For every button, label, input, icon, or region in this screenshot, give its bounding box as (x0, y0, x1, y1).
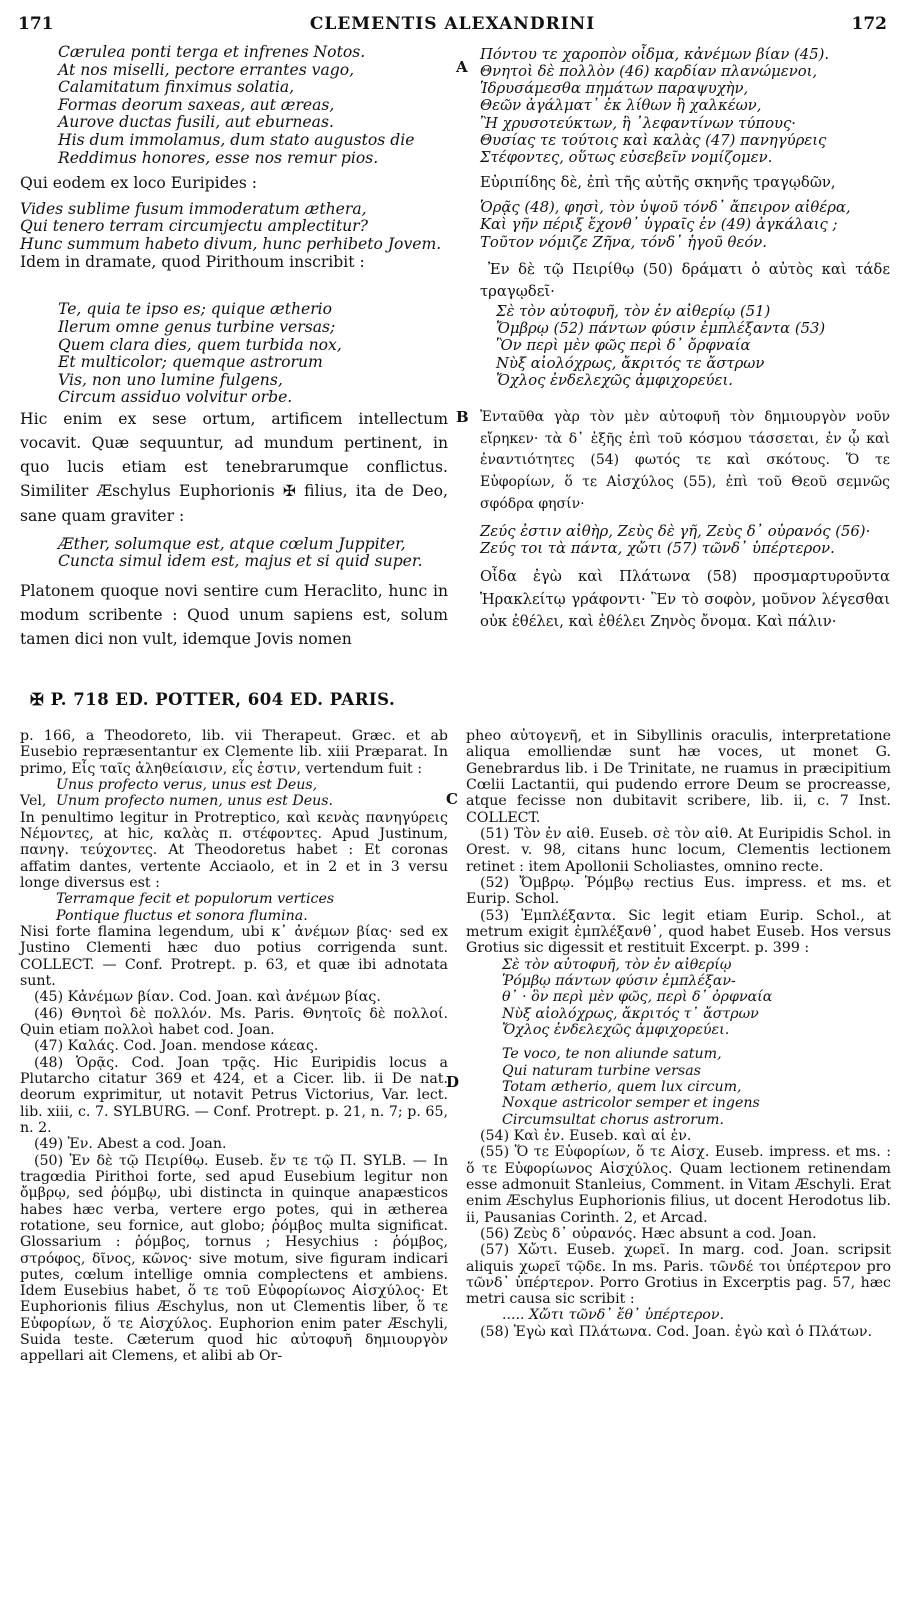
verse-line: Ἢ χρυσοτεύκτων, ἢ ᾽λεφαντίνων τύπους· (480, 114, 796, 132)
notes-column-left (20, 728, 448, 1365)
note-45: (45) Κἀνέμων βίαν. Cod. Joan. καὶ ἀνέμων βίας. (34, 989, 381, 1006)
margin-letter-b: B (456, 408, 469, 426)
page-number-right: 172 (851, 14, 887, 34)
verse-line: Ζεύς τοι τὰ πάντα, χὤτι (57) τῶνδ᾽ ὑπέρτερον. (480, 540, 835, 558)
prose-paragraph: Hic enim ex sese ortum, artificem intellectum vocavit. Quæ sequuntur, ad mundum pertinent, in quo lucis etiam est tenebrarumque conflictus. Similiter Æschylus Euphorionis ✠ filius, ita de Deo, sane quam graviter : (20, 409, 448, 525)
note-56: (56) Ζεὺς δ᾽ οὐρανός. Hæc absunt a cod. Joan. (480, 1225, 817, 1242)
vel-label: Vel, (20, 793, 47, 810)
note-55: (55) Ὅ τε Εὐφορίων, ὅ τε Αἰσχ. Euseb. impress. et ms. : ὅ τε Εὐφορίωνος Αἰσχύλος. Quam lectionem retinendam esse admonuit Stanleius, Comment. in Vitam Æschyli. Erat enim Æschylus Euphorionis filius, ut docent Herodotus lib. ii, Pausanias Corinth. 2, et Arcad. (466, 1144, 891, 1226)
verse-line: Πόντου τε χαροπὸν οἶδμα, κἀνέμων βίαν (45). (480, 46, 830, 63)
note-paragraph: In penultimo legitur in Protreptico, καὶ κενὰς πανηγύρεις Νέμοντες, at hic, καλὰς π. στέφοντες. Apud Justinum, πανηγ. τεύχοντες. At Theodoretus habet : Et coronas affatim dantes, vertente Acciaolo, et in 2 et in 3 versu longe diversus est : (20, 809, 448, 891)
margin-letter-c: C (446, 790, 458, 808)
verse-line: Vis, non uno lumine fulgens, (58, 370, 283, 389)
margin-letter-a: A (456, 58, 468, 76)
verse-line: Νὺξ αἰολόχρως, ἄκριτός τ᾽ ἄστρων (502, 1005, 759, 1022)
verse-line: Ὄμβρῳ (52) πάντων φύσιν ἐμπλέξαντα (53) (496, 320, 826, 338)
verse-line: ..... Χὤτι τῶνδ᾽ ἔθ᾽ ὑπέρτερον. (502, 1307, 724, 1324)
verse-line (20, 793, 448, 809)
verse-line: Cærulea ponti terga et infrenes Notos. (58, 43, 366, 61)
note-50: (50) Ἐν δὲ τῷ Πειρίθῳ. Euseb. ἔν τε τῷ Π. SYLB. — In tragœdia Pirithoi forte, sed apud Eusebium legitur non ὄμβρῳ, sed ῥόμβῳ, ubi distincta in quinque anapæsticos habes hæc verba, vertere ergo potes, qui in ætherea rotatione, seu fornice, aut globo; ῥόμβος multa significat. Glossarium : ῥόμβος, tornus ; Hesychius : ῥόμβος, στρόφος, δῖνος, κῶνος· sive motum, sive figuram indicari putes, cœlum intellige omnia complectens et ambiens. Idem Eusebius habet, ὅ τε τοῦ Εὐφορίωνος Αἰσχύλος· Et Euphorionis filius Æschylus, non ut Clementis liber, ὅ τε Εὐφορίων, ὅ τε Αἰσχύλος. Euphorion enim pater Æschyli, Suida teste. Cæterum quod hic αὐτοφυῆ δημιουργὸν appellari ait Clemens, et alibi ab Or- (20, 1152, 448, 1365)
prose-paragraph: Qui eodem ex loco Euripides : (20, 174, 258, 193)
prose-paragraph: Ἐν δὲ τῷ Πειρίθῳ (50) δράματι ὁ αὐτὸς καὶ τάδε τραγῳδεῖ· (480, 260, 890, 300)
verse-line: Θνητοὶ δὲ πολλὸν (46) καρδίαν πλανώμενοι, (480, 63, 818, 81)
verse-line: Θεῶν ἀγάλματ᾽ ἐκ λίθων ἢ χαλκέων, (480, 97, 762, 115)
verse-line: Circumsultat chorus astrorum. (502, 1111, 725, 1128)
verse-line: Te voco, te non aliunde satum, (502, 1046, 722, 1063)
note-57: (57) Χὤτι. Euseb. χωρεῖ. In marg. cod. Joan. scripsit aliquis χωρεῖ τῷδε. In ms. Paris. τῶνδέ τοι ὑπέρτερον pro τῶνδ᾽ ὑπέρτερον. Porro Grotius in Excerptis pag. 57, hæc metri causa sic scribit : (466, 1242, 891, 1308)
verse-line: Qui tenero terram circumjectu amplectitur? (20, 217, 368, 236)
verse-line: At nos miselli, pectore errantes vago, (58, 60, 355, 79)
verse-line: Quem clara dies, quem turbida nox, (58, 335, 342, 354)
edition-signature: ✠ P. 718 ED. POTTER, 604 ED. PARIS. (30, 690, 396, 709)
verse-line: Reddimus honores, esse nos remur pios. (58, 148, 379, 167)
note-53: (53) Ἐμπλέξαντα. Sic legit etiam Eurip. Schol., at metrum exigit ἐμπλέξανθ᾽, quod habet Euseb. Hos versus Grotius sic digessit et restituit Excerpt. p. 399 : (466, 907, 891, 957)
note-paragraph: p. 166, a Theodoreto, lib. vii Therapeut. Græc. et ab Eusebio repræsentantur ex Clemente lib. xiii Præparat. In primo, Εἷς ταῖς ἀληθείαισιν, εἷς ἐστιν, vertendum fuit : (20, 728, 448, 777)
note-58: (58) Ἐγὼ καὶ Πλάτωνα. Cod. Joan. ἐγὼ καὶ ὁ Πλάτων. (480, 1323, 872, 1340)
note-52: (52) Ὄμβρῳ. Ῥόμβῳ rectius Eus. impress. et ms. et Eurip. Schol. (466, 874, 891, 908)
verse-line: Unus profecto verus, unus est Deus, (56, 776, 318, 793)
note-51: (51) Τὸν ἐν αἰθ. Euseb. σὲ τὸν αἰθ. At Euripidis Schol. in Orest. v. 98, citans hunc locum, Clementis lectionem retinet : item Apollonii Scholiastes, omnino recte. (466, 825, 891, 875)
verse-line: Θυσίας τε τούτοις καὶ καλὰς (47) πανηγύρεις (480, 131, 827, 149)
verse-line: Totam ætherio, quem lux circum, (502, 1078, 742, 1095)
verse-line: Te, quia te ipso es; quique ætherio (58, 300, 333, 319)
verse-line: Σὲ τὸν αὐτοφυῆ, τὸν ἐν αἰθερίῳ (502, 956, 732, 973)
verse-line: Vides sublime fusum immoderatum æthera, (20, 199, 367, 218)
verse-line: Hunc summum habeto divum, hunc perhibeto Jovem. (20, 235, 442, 254)
note-paragraph: Nisi forte flamina legendum, ubi κ᾽ ἀνέμων βίας· sed ex Justino Clementi hæc duo potius corrigenda sunt. COLLECT. — Conf. Protrept. p. 63, et quæ ibi adnotata sunt. (20, 923, 448, 989)
verse-text: Unum profecto numen, unus est Deus. (56, 793, 334, 810)
note-49: (49) Ἐν. Abest a cod. Joan. (34, 1136, 227, 1153)
running-title: CLEMENTIS ALEXANDRINI (309, 14, 596, 34)
verse-line: Ὃν περὶ μὲν φῶς περὶ δ᾽ ὄρφναία (496, 337, 751, 355)
running-header (18, 14, 887, 40)
verse-line: Ὁρᾷς (48), φησὶ, τὸν ὑψοῦ τόνδ᾽ ἄπειρον αἰθέρα, (480, 199, 851, 217)
note-paragraph: pheo αὐτογενῆ, et in Sibyllinis oraculis, interpretatione aliqua emolliendæ sunt hæ voces, ut monet G. Genebrardus lib. i De Trinitate, ne ruamus in præcipitium Cœlii Lactantii, qui pudendo errore Deum se procreasse, atque fecisse non dubitavit scribere, lib. ii, c. 7 Inst. COLLECT. (466, 728, 891, 826)
verse-line: Aurove ductas fusili, aut eburneas. (58, 113, 334, 132)
verse-line: Terramque fecit et populorum vertices (56, 891, 335, 908)
prose-paragraph: Εὐριπίδης δὲ, ἐπὶ τῆς αὐτῆς σκηνῆς τραγῳδῶν, (480, 174, 836, 192)
verse-line: Cuncta simul idem est, majus et si quid super. (58, 552, 423, 571)
verse-line: Æther, solumque est, atque cœlum Juppiter, (58, 534, 406, 553)
verse-line: Qui naturam turbine versas (502, 1062, 701, 1079)
verse-line: Στέφοντες, οὕτως εὐσεβεῖν νομίζομεν. (480, 148, 773, 166)
prose-paragraph: Ἐνταῦθα γὰρ τὸν μὲν αὐτοφυῆ τὸν δημιουργὸν νοῦν εἴρηκεν· τὰ δ᾽ ἑξῆς ἐπὶ τοῦ κόσμου τάσσεται, ἐν ᾧ καὶ ἐναντιότητες (54) φωτός τε καὶ σκότους. Ὅ τε Εὐφορίων, ὅ τε Αἰσχύλος (55), ἐπὶ τοῦ Θεοῦ σεμνῶς σφόδρα φησίν· (480, 408, 890, 512)
verse-line: Καὶ γῆν πέριξ ἔχονθ᾽ ὑγραῖς ἐν (49) ἀγκάλαις ; (480, 216, 838, 234)
latin-translation-column (20, 44, 448, 651)
verse-line: Noxque astricolor semper et ingens (502, 1095, 760, 1112)
prose-paragraph: Platonem quoque novi sentire cum Heraclito, hunc in modum scribente : Quod unum sapiens est, solum tamen dici non vult, idemque Jovis nomen (20, 581, 448, 649)
verse-line: Formas deorum saxeas, aut æreas, (58, 95, 335, 114)
verse-line: Et multicolor; quemque astrorum (58, 353, 323, 372)
margin-letter-d: D (446, 1073, 460, 1091)
verse-line: Calamitatum finximus solatia, (58, 78, 295, 97)
verse-line: Circum assiduo volvitur orbe. (58, 388, 293, 407)
verse-line: Ilerum omne genus turbine versas; (58, 317, 336, 336)
verse-line: θ᾽ · ὃν περὶ μὲν φῶς, περὶ δ᾽ ὀρφναία (502, 989, 773, 1006)
verse-line: His dum immolamus, dum stato augustos die (58, 131, 415, 150)
prose-paragraph: Οἶδα ἐγὼ καὶ Πλάτωνα (58) προσμαρτυροῦντα Ἡρακλείτῳ γράφοντι· Ἓν τὸ σοφὸν, μοῦνον λέγεσθαι οὐκ ἐθέλει, καὶ ἐθέλει Ζηνὸς ὄνομα. Καὶ πάλιν· (480, 567, 890, 631)
prose-paragraph: Idem in dramate, quod Pirithoum inscribit : (20, 252, 365, 271)
greek-text-column (480, 46, 890, 634)
verse-line: Ἱδρυσάμεσθα πημάτων παραψυχὴν, (480, 80, 749, 98)
note-47: (47) Καλάς. Cod. Joan. mendose κάεας. (34, 1038, 319, 1055)
note-46: (46) Θνητοὶ δὲ πολλόν. Ms. Paris. Θνητοῖς δὲ πολλοί. Quin etiam πολλοὶ habet cod. Joan. (20, 1005, 448, 1038)
verse-line: Ζεύς ἐστιν αἰθὴρ, Ζεὺς δὲ γῆ, Ζεὺς δ᾽ οὐρανός (56)· (480, 523, 871, 541)
verse-line: Ὄχλος ἐνδελεχῶς ἀμφιχορεύει. (496, 371, 733, 389)
note-48: (48) Ὁρᾷς. Cod. Joan τρᾷς. Hic Euripidis locus a Plutarcho citatur 369 et 424, et a Cicer. lib. ii De nat. deorum exprimitur, ut notavit Petrus Victorius, Var. lect. lib. xiii, c. 7. SYLBURG. — Conf. Protrept. p. 21, n. 7; p. 65, n. 2. (20, 1054, 448, 1136)
verse-line: Pontique fluctus et sonora flumina. (56, 907, 308, 924)
verse-line: Σὲ τὸν αὐτοφυῆ, τὸν ἐν αἰθερίῳ (51) (496, 303, 771, 321)
note-54: (54) Καὶ ἐν. Euseb. καὶ αἱ ἐν. (480, 1127, 692, 1144)
verse-line: Νὺξ αἰολόχρως, ἄκριτός τε ἄστρων (496, 354, 765, 372)
verse-line: Ὄχλος ἐνδελεχῶς ἀμφιχορεύει. (502, 1021, 730, 1038)
verse-line: Ῥόμβῳ πάντων φύσιν ἐμπλέξαν- (502, 972, 736, 989)
notes-column-right (466, 728, 891, 1340)
verse-line: Τοῦτον νόμιζε Ζῆνα, τόνδ᾽ ἡγοῦ θεόν. (480, 233, 767, 251)
page-number-left: 171 (18, 14, 54, 34)
